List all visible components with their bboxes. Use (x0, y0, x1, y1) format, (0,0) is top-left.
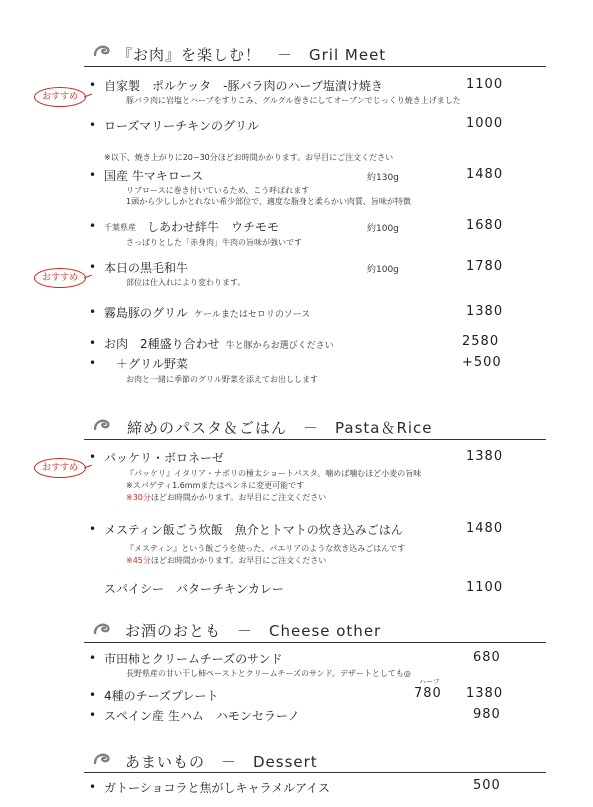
section-rule-pasta (84, 439, 546, 440)
menu-item-desc: お肉と一緒に季節のグリル野菜を添えてお出しします (126, 375, 318, 384)
bullet: • (89, 305, 97, 319)
menu-item-price: 1680 (466, 218, 504, 233)
time-note: ほどお時間かかります。お早目にご注文ください (150, 493, 327, 502)
menu-item-price: 1100 (466, 77, 504, 92)
recommend-badge: おすすめ (34, 458, 86, 478)
menu-item-name (104, 304, 310, 321)
time-highlight: ※30分 (126, 493, 151, 502)
bullet: • (89, 260, 97, 274)
bullet: • (89, 780, 97, 794)
half-size-label: ハーフ (419, 678, 440, 686)
menu-item-amount: 約100g (367, 265, 399, 275)
section-rule-meat (84, 66, 546, 67)
recommend-badge: おすすめ (34, 87, 86, 107)
section-title-cheese: お酒のおとも － Cheese other (125, 622, 382, 640)
menu-item-price: 1100 (466, 580, 504, 595)
section-title-pasta: 締めのパスタ＆ごはん － Pasta＆Rice (127, 419, 433, 437)
menu-item-price: 1480 (466, 167, 504, 182)
bullet: • (89, 651, 97, 665)
menu-item-price: 1380 (466, 304, 504, 319)
menu-item-desc: ※スパゲティ1.6mmまたはペンネに変更可能です (126, 481, 305, 490)
menu-item-prefix: 千葉県産 (104, 223, 136, 232)
menu-item-price: 1380 (466, 686, 504, 701)
menu-item-name: 本日の黒毛和牛 (104, 261, 189, 275)
bullet: • (89, 708, 97, 722)
menu-item-desc: 長野県産の甘い干し柿ペーストとクリームチーズのサンド。デザートとしても◎ (126, 669, 411, 678)
bullet: • (89, 336, 97, 350)
bullet: • (89, 168, 97, 182)
menu-item-name: ローズマリーチキンのグリル (104, 119, 260, 133)
bullet: • (89, 688, 97, 702)
menu-item-name: しあわせ絆牛 ウチモモ (147, 220, 280, 234)
menu-item-price: 1480 (466, 521, 504, 536)
menu-note: ※以下、焼き上がりに20~30分ほどお時間かかります。お早目にご注文ください (104, 153, 394, 162)
menu-item-name-main: 霧島豚のグリル (104, 306, 189, 320)
bullet: • (89, 450, 97, 464)
section-rule-dessert (84, 772, 546, 773)
menu-item-sub: ケールまたはセロリのソース (194, 310, 311, 320)
menu-item-name: メスティン飯ごう炊飯 魚介とトマトの炊き込みごはん (104, 523, 403, 537)
menu-item-desc: さっぱりとした「赤身肉」牛肉の旨味が強いです (126, 238, 302, 247)
menu-item-name: スペイン産 生ハム ハモンセラーノ (104, 709, 300, 723)
menu-item-name: 自家製 ポルケッタ -豚バラ肉のハーブ塩漬け焼き (104, 79, 383, 93)
menu-item-sub: 牛と豚からお選びください (225, 341, 334, 351)
menu-item-desc (126, 492, 326, 503)
time-note: ほどお時間かかります。お早目にご注文ください (150, 556, 327, 565)
menu-item-half-price: 780 (414, 686, 442, 701)
menu-item-name: ガトーショコラと焦がしキャラメルアイス (104, 781, 330, 795)
menu-item-price: 1780 (466, 259, 504, 274)
section-title-dessert: あまいもの － Dessert (125, 753, 318, 771)
section-title-meat: 『お肉』を楽しむ！ － Gril Meet (117, 46, 387, 64)
menu-item-name: 4種のチーズプレート (104, 689, 219, 703)
bullet: • (89, 219, 97, 233)
menu-item-price: 680 (473, 650, 501, 665)
bullet: • (89, 118, 97, 132)
menu-item-price: 500 (473, 778, 501, 793)
menu-item-desc: 『メスティン』という飯ごうを使った、パエリアのような炊き込みごはんです (126, 544, 406, 553)
bullet: • (89, 78, 97, 92)
menu-item-desc (126, 555, 326, 566)
menu-item-price: 980 (473, 707, 501, 722)
section-rule-cheese (84, 642, 546, 643)
menu-item-desc: 1頭から少ししかとれない希少部位で、適度な脂身と柔らかい肉質、旨味が特徴 (126, 197, 411, 206)
recommend-badge: おすすめ (34, 268, 86, 288)
menu-item-name: 国産 牛マキロース (104, 169, 204, 183)
menu-item-price: 1380 (466, 449, 504, 464)
menu-item-name: ＋グリル野菜 (116, 357, 189, 371)
menu-item-name: スパイシー バターチキンカレー (104, 582, 284, 596)
menu-item-amount: 約130g (367, 173, 399, 183)
swirl-icon (93, 418, 111, 432)
time-highlight: ※45分 (126, 556, 151, 565)
menu-item-desc: リブロースに巻き付いているため、こう呼ばれます (126, 186, 310, 195)
menu-item-name: パッケリ・ボロネーゼ (104, 451, 224, 465)
menu-item-desc: 『パッケリ』イタリア・ナポリの極太ショートパスタ。噛めば噛むほど小麦の旨味 (126, 469, 422, 478)
menu-item-price: 2580 (462, 334, 500, 349)
menu-item-price: +500 (462, 355, 502, 370)
swirl-icon (93, 44, 111, 58)
menu-item-name (104, 335, 334, 352)
menu-item-desc: 部位は仕入れにより変わります。 (126, 278, 246, 287)
menu-item-name: 市田柿とクリームチーズのサンド (104, 652, 283, 666)
menu-item-desc: 豚バラ肉に岩塩とハーブをすりこみ、グルグル巻きにしてオーブンでじっくり焼き上げました (126, 96, 461, 105)
swirl-icon (93, 752, 111, 766)
bullet: • (89, 522, 97, 536)
swirl-icon (93, 622, 111, 636)
menu-item-price: 1000 (466, 116, 504, 131)
bullet: • (89, 356, 97, 370)
menu-item-name-main: お肉 2種盛り合わせ (104, 337, 220, 351)
menu-item-amount: 約100g (367, 224, 399, 234)
